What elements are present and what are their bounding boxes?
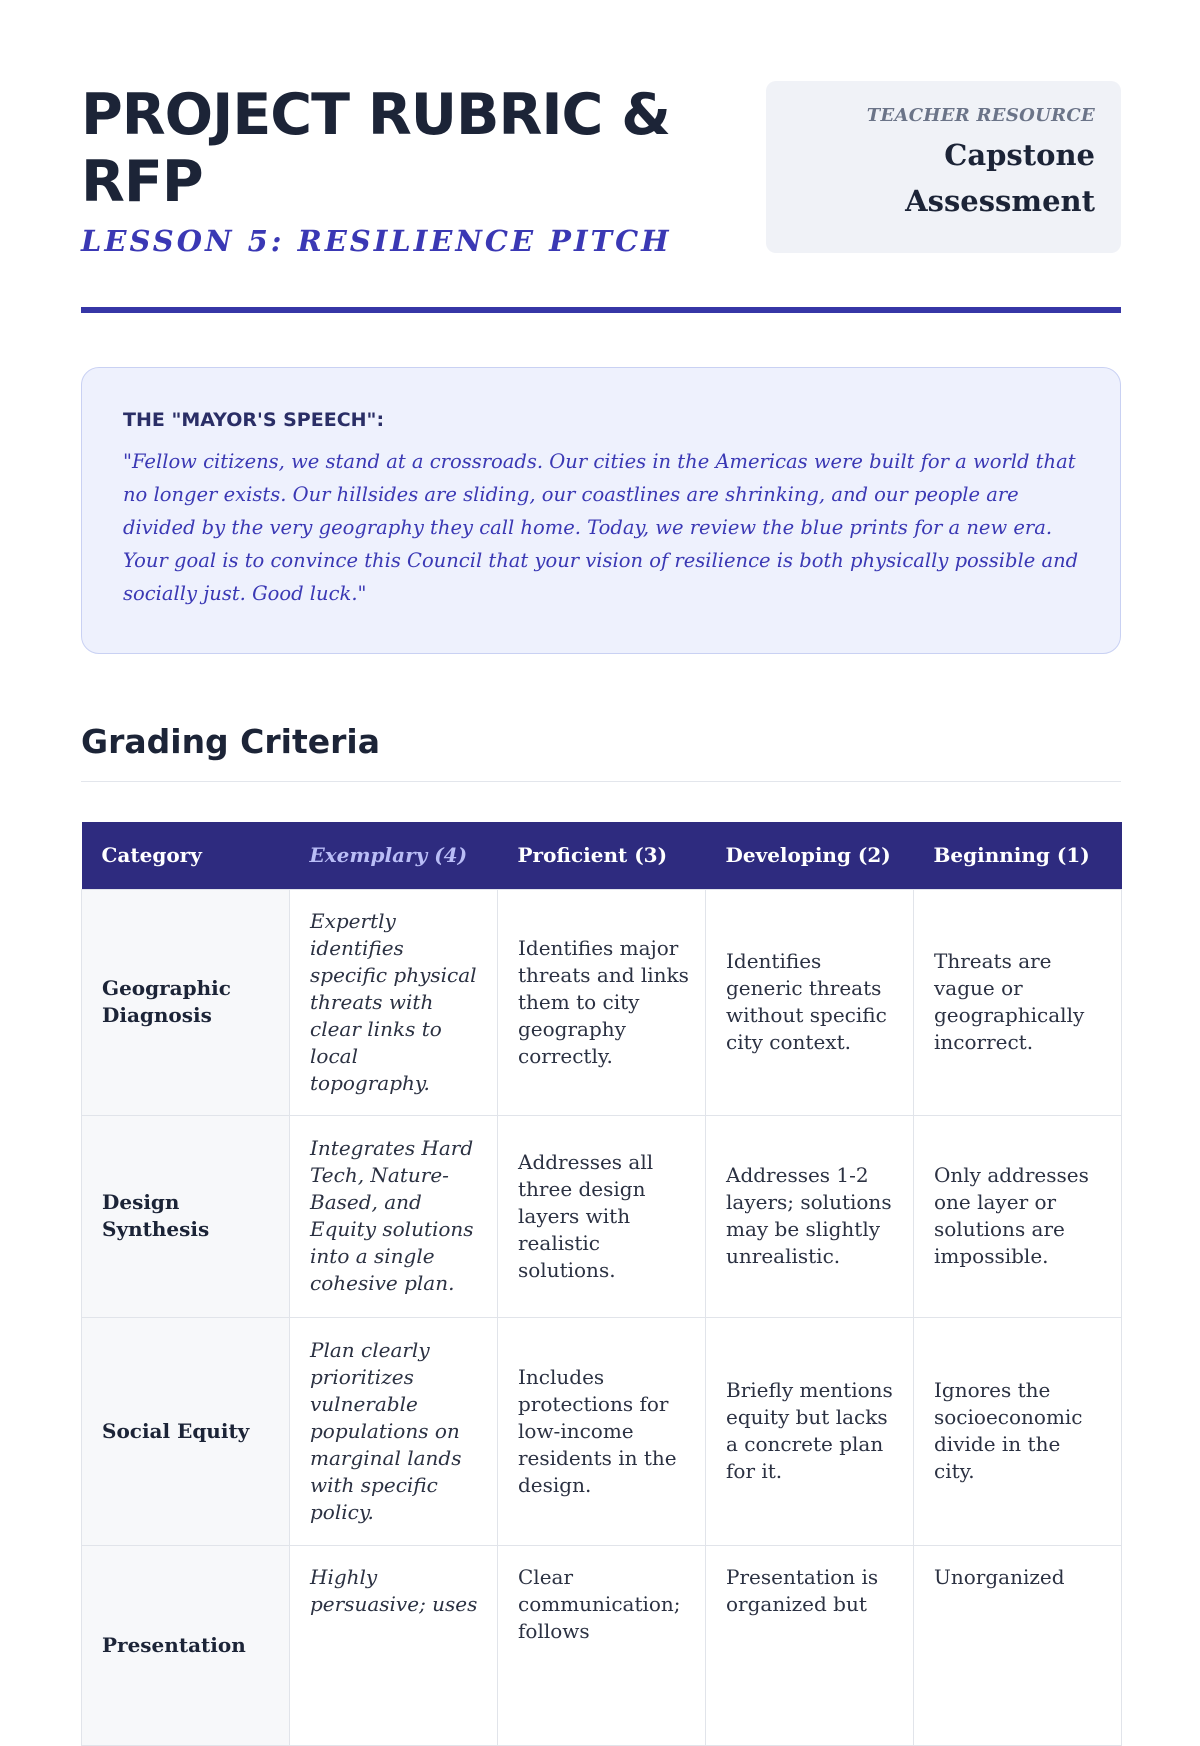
column-header-exemplary: Exemplary (4) xyxy=(290,822,498,889)
teacher-resource-card xyxy=(766,81,1121,253)
category-cell: Geographic Diagnosis xyxy=(82,889,290,1115)
exemplary-cell: Highly persuasive; uses xyxy=(290,1545,498,1745)
grading-criteria-heading: Grading Criteria xyxy=(81,722,380,761)
speech-label: THE "MAYOR'S SPEECH": xyxy=(123,409,385,431)
beginning-cell: Unorganized xyxy=(914,1545,1122,1745)
beginning-cell: Threats are vague or geographically incorrect. xyxy=(914,889,1122,1115)
table-row xyxy=(82,1115,1122,1317)
beginning-cell: Ignores the socioeconomic divide in the city. xyxy=(914,1317,1122,1545)
table-row xyxy=(82,1317,1122,1545)
table-header-row xyxy=(82,822,1122,889)
exemplary-cell: Integrates Hard Tech, Nature-Based, and Equity solutions into a single cohesive plan. xyxy=(290,1115,498,1317)
developing-cell: Presentation is organized but xyxy=(706,1545,914,1745)
developing-cell: Identifies generic threats without specific city context. xyxy=(706,889,914,1115)
column-header-category: Category xyxy=(82,822,290,889)
resource-title: Capstone Assessment xyxy=(905,138,1095,218)
exemplary-cell: Plan clearly prioritizes vulnerable populations on marginal lands with specific policy. xyxy=(290,1317,498,1545)
beginning-cell: Only addresses one layer or solutions are impossible. xyxy=(914,1115,1122,1317)
header-divider xyxy=(81,307,1121,313)
section-divider xyxy=(81,781,1121,782)
table-row xyxy=(82,1545,1122,1745)
column-header-developing: Developing (2) xyxy=(706,822,914,889)
proficient-cell: Addresses all three design layers with realistic solutions. xyxy=(498,1115,706,1317)
category-cell: Presentation xyxy=(82,1545,290,1745)
rubric-page xyxy=(81,0,1121,1657)
proficient-cell: Clear communication; follows xyxy=(498,1545,706,1745)
proficient-cell: Includes protections for low-income residents in the design. xyxy=(498,1317,706,1545)
exemplary-cell: Expertly identifies specific physical threats with clear links to local topography. xyxy=(290,889,498,1115)
proficient-cell: Identifies major threats and links them to city geography correctly. xyxy=(498,889,706,1115)
category-cell: Design Synthesis xyxy=(82,1115,290,1317)
speech-text: "Fellow citizens, we stand at a crossroads. Our cities in the Americas were built for a world that no longer exists. Our hillsides are sliding, our coastlines are shrinking, and our people are divided by the very geography they call home. Today, we review the blue prints for a new era. Your goal is to convince this Council that your vision of resilience is both physically possible and socially just. Good luck." xyxy=(123,450,1079,605)
page-header xyxy=(81,0,1121,314)
page-title: PROJECT RUBRIC & RFP xyxy=(81,82,670,215)
mayor-speech-box xyxy=(81,367,1121,654)
developing-cell: Briefly mentions equity but lacks a concrete plan for it. xyxy=(706,1317,914,1545)
column-header-beginning: Beginning (1) xyxy=(914,822,1122,889)
category-cell: Social Equity xyxy=(82,1317,290,1545)
resource-kicker: TEACHER RESOURCE xyxy=(866,105,1095,126)
lesson-subtitle: LESSON 5: RESILIENCE PITCH xyxy=(81,224,672,258)
table-row xyxy=(82,889,1122,1115)
rubric-table xyxy=(81,822,1122,1746)
column-header-proficient: Proficient (3) xyxy=(498,822,706,889)
developing-cell: Addresses 1-2 layers; solutions may be slightly unrealistic. xyxy=(706,1115,914,1317)
